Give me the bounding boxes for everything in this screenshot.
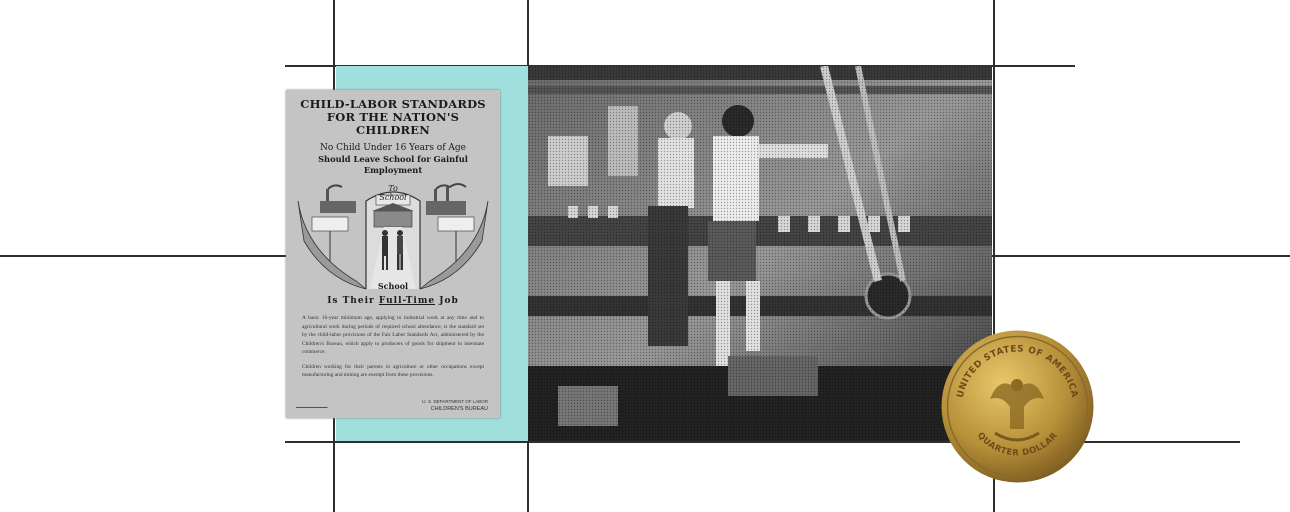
poster-body-exemption: Children working for their parents in agriculture or other occupations except manufacturing and mining are exempt from these provisions.	[302, 363, 484, 378]
quarter-coin	[940, 329, 1095, 484]
eagle-quarter-reverse	[940, 329, 1095, 484]
grid-line-h3	[285, 441, 1240, 443]
poster-footer: U. S. DEPARTMENT OF LABOR CHILDREN'S BUREAU	[422, 399, 488, 412]
poster-illustration	[296, 181, 490, 295]
poster-school-word: School	[377, 281, 409, 291]
coin-bottom-text: QUARTER DOLLAR	[974, 430, 1061, 459]
mill-children-photo	[528, 66, 992, 441]
coin-top-text: UNITED STATES OF AMERICA	[955, 344, 1080, 399]
poster-subtitle: No Child Under 16 Years of Age Should Leave School for Gainful Employment	[318, 143, 468, 175]
child-labor-poster	[286, 90, 500, 418]
poster-slogan: Is Their Full-Time Job	[327, 296, 459, 306]
poster-title: CHILD-LABOR STANDARDS FOR THE NATION'S CHILDREN	[300, 97, 486, 137]
poster-body-text: A basic 16-year minimum age, applying to industrial work at any time and to agricultural work during periods of required school attendance, is the standard set by the child-labor provisions of the Fair Labor Standards Act, administered by the Children's Bureau, which apply to producers of goods for shipment in interstate commerce.	[302, 315, 484, 355]
spinning-mill-scene	[528, 66, 992, 441]
to-school-sign: To School	[379, 184, 407, 202]
poster-print-mark: ▬▬▬▬▬▬▬▬▬	[296, 405, 328, 409]
